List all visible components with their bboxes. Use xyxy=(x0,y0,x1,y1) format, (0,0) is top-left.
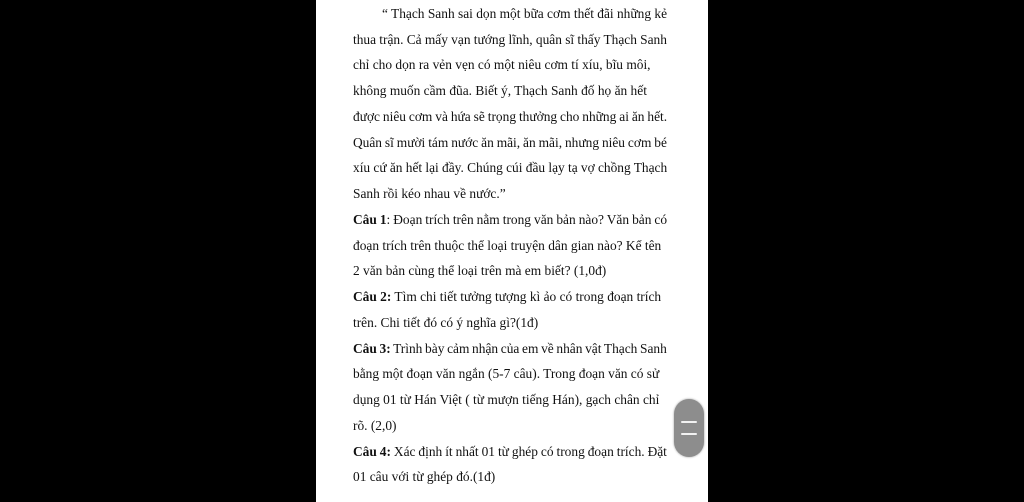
question-line: trên. Chi tiết đó có ý nghĩa gì?(1đ) xyxy=(353,314,539,330)
question-label: Câu 4: xyxy=(353,443,391,459)
question-line: rõ. (2,0) xyxy=(353,417,397,433)
question-label: Câu 3: xyxy=(353,340,391,356)
passage-line: “ Thạch Sanh sai dọn một bữa cơm thết đãi những kẻ xyxy=(382,5,668,21)
passage-line: không muốn cầm đũa. Biết ý, Thạch Sanh đố họ ăn hết xyxy=(353,83,647,98)
passage-line: được niêu cơm và hứa sẽ trọng thưởng cho những ai ăn hết. xyxy=(353,108,668,124)
passage-line: thua trận. Cả mấy vạn tướng lĩnh, quân sĩ thấy Thạch Sanh xyxy=(353,31,667,47)
question-line: 01 câu với từ ghép đó.(1đ) xyxy=(353,469,496,485)
question-3 xyxy=(353,336,667,362)
question-4 xyxy=(353,439,667,465)
document-page[interactable] xyxy=(316,0,708,502)
passage-line: Sanh rồi kéo nhau về nước.” xyxy=(353,186,506,201)
document-text xyxy=(353,0,667,490)
question-line: đoạn trích trên thuộc thể loại truyện dân gian nào? Kể tên xyxy=(353,237,662,253)
question-line: 2 văn bản cùng thể loại trên mà em biết? (1,0đ) xyxy=(353,263,607,279)
question-2 xyxy=(353,284,667,310)
question-line: bằng một đoạn văn ngắn (5-7 câu). Trong đoạn văn có sử xyxy=(353,366,660,382)
question-text: : Đoạn trích trên nằm trong văn bản nào? Văn bản có xyxy=(386,211,668,227)
question-text: Xác định ít nhất 01 từ ghép có trong đoạn trích. Đặt xyxy=(390,443,667,459)
question-text: Trình bày cảm nhận của em về nhân vật Thạch Sanh xyxy=(390,340,667,356)
passage-line: chỉ cho dọn ra vẻn vẹn có một niêu cơm tí xíu, bĩu môi, xyxy=(353,57,651,73)
question-label: Câu 1 xyxy=(353,211,387,227)
question-text: Tìm chi tiết tưởng tượng kì ảo có trong đoạn trích xyxy=(391,289,662,304)
question-label: Câu 2: xyxy=(353,289,392,304)
question-1 xyxy=(353,207,667,233)
passage-line: xíu cứ ăn hết lại đầy. Chúng cúi đầu lạy tạ vợ chồng Thạch xyxy=(353,160,668,176)
question-line: dụng 01 từ Hán Việt ( từ mượn tiếng Hán), gạch chân chỉ xyxy=(353,392,660,407)
passage-line: Quân sĩ mười tám nước ăn mãi, ăn mãi, nhưng niêu cơm bé xyxy=(353,134,667,150)
scroll-handle[interactable] xyxy=(674,399,704,457)
